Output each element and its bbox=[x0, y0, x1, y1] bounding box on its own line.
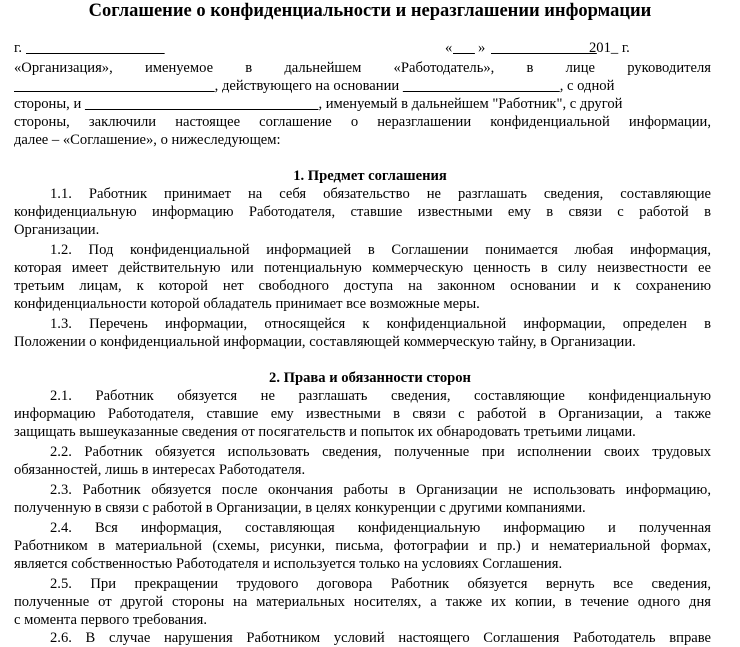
clause-1-3-line-2: Положении о конфиденциальной информации, составляющей коммерческую тайну, в Организации. bbox=[14, 334, 636, 350]
employee-blank bbox=[85, 96, 319, 112]
clause-1-1-line-3: Организации. bbox=[14, 222, 100, 238]
document-title: Соглашение о конфиденциальности и неразглашении информации bbox=[88, 1, 652, 21]
clause-2-1-line-1: 2.1. Работник обязуется не разглашать сведения, составляющие конфиденциальную bbox=[50, 388, 711, 404]
clause-1-2-line-4: конфиденциальности которой обладатель принимает все возможные меры. bbox=[14, 296, 480, 312]
clause-2-3-line-2: полученную в связи с работой в Организации, в целях конкуренции с другими компаниями. bbox=[14, 500, 586, 516]
intro-line-2 bbox=[14, 77, 711, 95]
intro-line-5: далее – «Соглашение», о нижеследующем: bbox=[14, 132, 281, 148]
intro-line-4: стороны, заключили настоящее соглашение о неразглашении конфиденциальной информации, bbox=[14, 114, 711, 130]
section-2-heading: 2. Права и обязанности сторон bbox=[269, 370, 471, 386]
intro-line-3-text-a: стороны, и bbox=[14, 96, 85, 112]
clause-2-1-line-2: информацию Работодателя, ставшие ему известными в связи с работой в Организации, а также bbox=[14, 406, 711, 422]
clause-2-6-line-1-partial: 2.6. В случае нарушения Работником условий настоящего Соглашения Работодатель вправе bbox=[50, 630, 711, 646]
date-year: 201_ г. bbox=[589, 40, 630, 56]
clause-2-2-line-1: 2.2. Работник обязуется использовать сведения, полученные при исполнении своих трудовых bbox=[50, 444, 711, 460]
clause-2-4-line-1: 2.4. Вся информация, составляющая конфиденциальную информацию и полученная bbox=[50, 520, 711, 536]
clause-1-2-line-1: 1.2. Под конфиденциальной информацией в Соглашении понимается любая информация, bbox=[50, 242, 711, 258]
city-prefix: г. bbox=[14, 40, 22, 56]
clause-2-4-line-3: является собственностью Работодателя и используется только на условиях Соглашения. bbox=[14, 556, 563, 572]
intro-line-2-text-a: , действующего на основании bbox=[214, 78, 403, 94]
clause-2-5-line-2: полученные от другой стороны на материальных носителях, а также их копии, в течение одного дня bbox=[14, 594, 711, 610]
clause-2-1-line-3: защищать вышеуказанные сведения от посягательств и попыток их обнародовать третьими лицами. bbox=[14, 424, 636, 440]
clause-2-2-line-2: обязанностей, лишь в интересах Работодателя. bbox=[14, 462, 306, 478]
clause-1-1-line-2: конфиденциальную информацию Работодателя, ставшие известными ему в связи с работой в bbox=[14, 204, 711, 220]
clause-1-2-line-3: третьим лицам, к которой нет свободного доступа на законном основании и к сохранению bbox=[14, 278, 711, 294]
date-close-quote: » bbox=[478, 40, 486, 56]
city-blank bbox=[26, 39, 165, 57]
intro-line-1: «Организация», именуемое в дальнейшем «Работодатель», в лице руководителя bbox=[14, 60, 711, 76]
clause-2-5-line-1: 2.5. При прекращении трудового договора Работник обязуется вернуть все сведения, bbox=[50, 576, 711, 592]
clause-1-2-line-2: которая имеет действительную или потенциальную коммерческую ценность в силу неизвестности ее bbox=[14, 260, 711, 276]
representative-blank bbox=[14, 78, 215, 94]
intro-line-2-text-b: , с одной bbox=[559, 78, 615, 94]
clause-2-4-line-2: Работником в материальной (схемы, рисунки, письма, фотографии и пр.) и нематериальной формах, bbox=[14, 538, 711, 554]
section-1-heading: 1. Предмет соглашения bbox=[293, 168, 447, 184]
basis-blank bbox=[403, 78, 560, 94]
clause-2-3-line-1: 2.3. Работник обязуется после окончания работы в Организации не использовать информацию, bbox=[50, 482, 711, 498]
clause-2-5-line-3: с момента первого требования. bbox=[14, 612, 208, 628]
clause-1-3-line-1: 1.3. Перечень информации, относящейся к конфиденциальной информации, определен в bbox=[50, 316, 711, 332]
intro-line-3-text-b: , именуемый в дальнейшем "Работник", с другой bbox=[318, 96, 623, 112]
date-month-blank bbox=[491, 39, 597, 57]
date-day-blank bbox=[453, 39, 475, 57]
clause-1-1-line-1: 1.1. Работник принимает на себя обязательство не разглашать сведения, составляющие bbox=[50, 186, 711, 202]
intro-line-3 bbox=[14, 95, 711, 113]
date-open-quote: « bbox=[445, 40, 453, 56]
